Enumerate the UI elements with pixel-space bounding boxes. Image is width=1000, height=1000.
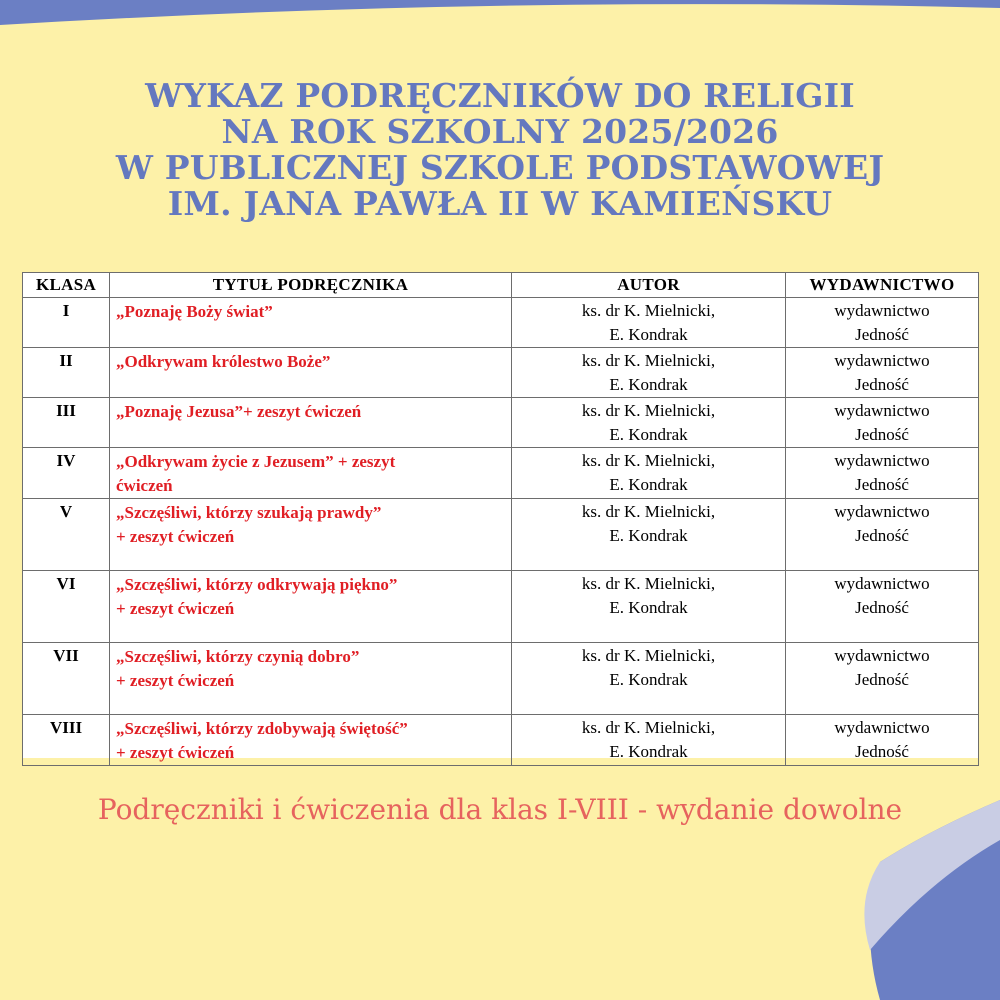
cell-autor-line: E. Kondrak (609, 375, 688, 394)
cell-wydawnictwo-line: Jedność (855, 526, 909, 545)
cell-wydawnictwo-line: wydawnictwo (834, 574, 930, 593)
cell-klasa: V (23, 499, 110, 571)
cell-autor (512, 398, 786, 448)
title-line: NA ROK SZKOLNY 2025/2026 (221, 112, 779, 151)
cell-wydawnictwo-line: wydawnictwo (834, 401, 930, 420)
cell-autor (512, 298, 786, 348)
cell-wydawnictwo-line: wydawnictwo (834, 451, 930, 470)
cell-autor-line: ks. dr K. Mielnicki, (581, 574, 716, 593)
table-row (23, 448, 979, 499)
cell-autor-line: ks. dr K. Mielnicki, (581, 718, 716, 737)
table-header-row (23, 273, 979, 298)
cell-tytul-line: + zeszyt ćwiczeń (116, 671, 235, 690)
cell-autor-line: ks. dr K. Mielnicki, (581, 351, 716, 370)
cell-tytul-line: „Szczęśliwi, którzy czynią dobro” (116, 647, 360, 666)
cell-wydawnictwo-line: Jedność (855, 375, 909, 394)
cell-wydawnictwo-line: wydawnictwo (834, 351, 930, 370)
cell-tytul-line: „Odkrywam królestwo Boże” (116, 352, 331, 371)
cell-klasa: III (23, 398, 110, 448)
table-row (23, 398, 979, 448)
cell-klasa: II (23, 348, 110, 398)
cell-wydawnictwo (786, 448, 979, 499)
cell-wydawnictwo-line: Jedność (855, 475, 909, 494)
cell-autor (512, 643, 786, 715)
cell-autor-line: ks. dr K. Mielnicki, (581, 401, 716, 420)
cell-autor (512, 571, 786, 643)
cell-autor-line: E. Kondrak (609, 526, 688, 545)
cell-autor-line: ks. dr K. Mielnicki, (581, 502, 716, 521)
cell-wydawnictwo (786, 298, 979, 348)
cell-tytul (110, 499, 512, 571)
cell-wydawnictwo (786, 715, 979, 766)
header-autor: AUTOR (512, 273, 786, 298)
cell-tytul (110, 715, 512, 766)
cell-wydawnictwo (786, 643, 979, 715)
table-row (23, 571, 979, 643)
cell-klasa: VII (23, 643, 110, 715)
cell-autor (512, 499, 786, 571)
cell-wydawnictwo-line: Jedność (855, 742, 909, 761)
cell-autor-line: ks. dr K. Mielnicki, (581, 646, 716, 665)
title-line: WYKAZ PODRĘCZNIKÓW DO RELIGII (145, 76, 855, 115)
page-title (0, 78, 1000, 222)
cell-wydawnictwo-line: Jedność (855, 670, 909, 689)
cell-wydawnictwo-line: Jedność (855, 325, 909, 344)
cell-tytul-line: + zeszyt ćwiczeń (116, 599, 235, 618)
title-line: W PUBLICZNEJ SZKOLE PODSTAWOWEJ (115, 148, 885, 187)
table-row (23, 715, 979, 766)
cell-wydawnictwo-line: wydawnictwo (834, 301, 930, 320)
cell-autor-line: ks. dr K. Mielnicki, (581, 301, 716, 320)
cell-autor-line: ks. dr K. Mielnicki, (581, 451, 716, 470)
cell-wydawnictwo-line: wydawnictwo (834, 718, 930, 737)
textbook-table-container (22, 272, 978, 762)
cell-autor-line: E. Kondrak (609, 670, 688, 689)
cell-tytul-line: „Szczęśliwi, którzy zdobywają świętość” (116, 719, 408, 738)
cell-tytul-line: „Szczęśliwi, którzy odkrywają piękno” (116, 575, 398, 594)
table-row (23, 499, 979, 571)
cell-klasa: IV (23, 448, 110, 499)
cell-klasa: I (23, 298, 110, 348)
cell-tytul (110, 298, 512, 348)
cell-tytul (110, 571, 512, 643)
cell-tytul-line: + zeszyt ćwiczeń (116, 527, 235, 546)
cell-autor-line: E. Kondrak (609, 598, 688, 617)
cell-tytul-line: „Szczęśliwi, którzy szukają prawdy” (116, 503, 382, 522)
header-klasa: KLASA (23, 273, 110, 298)
footer-note: Podręczniki i ćwiczenia dla klas I-VIII - wydanie dowolne (97, 793, 903, 826)
table-row (23, 643, 979, 715)
textbook-table (22, 272, 979, 766)
cell-tytul-line: ćwiczeń (116, 476, 173, 495)
cell-klasa: VI (23, 571, 110, 643)
header-tytul: TYTUŁ PODRĘCZNIKA (110, 273, 512, 298)
cell-autor (512, 348, 786, 398)
table-row (23, 348, 979, 398)
cell-autor-line: E. Kondrak (609, 325, 688, 344)
header-wydawnictwo: WYDAWNICTWO (786, 273, 979, 298)
cell-wydawnictwo-line: Jedność (855, 598, 909, 617)
title-line: IM. JANA PAWŁA II W KAMIEŃSKU (167, 184, 833, 223)
cell-wydawnictwo-line: Jedność (855, 425, 909, 444)
cell-tytul (110, 448, 512, 499)
cell-tytul (110, 643, 512, 715)
cell-tytul-line: „Poznaję Boży świat” (116, 302, 273, 321)
cell-autor-line: E. Kondrak (609, 742, 688, 761)
cell-tytul (110, 348, 512, 398)
cell-klasa: VIII (23, 715, 110, 766)
cell-autor-line: E. Kondrak (609, 475, 688, 494)
cell-wydawnictwo (786, 398, 979, 448)
cell-tytul (110, 398, 512, 448)
cell-tytul-line: „Poznaję Jezusa”+ zeszyt ćwiczeń (116, 402, 362, 421)
cell-autor-line: E. Kondrak (609, 425, 688, 444)
table-row (23, 298, 979, 348)
cell-wydawnictwo (786, 571, 979, 643)
cell-autor (512, 448, 786, 499)
cell-tytul-line: „Odkrywam życie z Jezusem” + zeszyt (116, 452, 396, 471)
cell-wydawnictwo-line: wydawnictwo (834, 502, 930, 521)
cell-autor (512, 715, 786, 766)
cell-wydawnictwo (786, 348, 979, 398)
cell-wydawnictwo (786, 499, 979, 571)
cell-wydawnictwo-line: wydawnictwo (834, 646, 930, 665)
cell-tytul-line: + zeszyt ćwiczeń (116, 743, 235, 762)
